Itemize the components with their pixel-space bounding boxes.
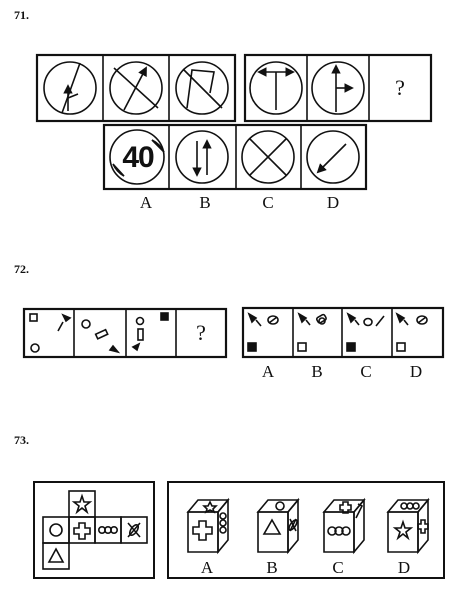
- q71-option-b-figure: [176, 131, 228, 183]
- q71-stem-figure-1: [44, 62, 96, 114]
- question-72-number: 72.: [14, 262, 29, 276]
- q71-stem-figure-3: [176, 62, 228, 114]
- q71-option-a-sign-number: 40: [122, 141, 154, 174]
- q72-option-d-figure: [397, 314, 427, 351]
- q72-stem-figure-1: [30, 314, 70, 352]
- q72-option-c-figure: [347, 314, 384, 351]
- q72-option-a-figure: [248, 314, 278, 351]
- question-71-number: 71.: [14, 8, 29, 22]
- q71-option-d-figure: [307, 131, 359, 183]
- q72-options: [243, 308, 443, 357]
- q73-option-a-cube: [188, 500, 228, 552]
- q73-option-c-cube: [324, 500, 364, 552]
- question-73-number: 73.: [14, 433, 29, 447]
- q71-stem-figure-5: [312, 62, 364, 114]
- q71-option-a-label: A: [139, 193, 153, 212]
- q73-unfolded-net: [34, 482, 154, 578]
- q73-option-a-label: A: [200, 558, 214, 577]
- q72-option-b-label: B: [311, 362, 323, 381]
- q73-option-b-label: B: [266, 558, 278, 577]
- q73-option-c-label: C: [332, 558, 344, 577]
- q72-stem-figure-3: [133, 313, 168, 350]
- q71-stem-figure-2: [110, 62, 162, 114]
- q71-question-mark: ?: [395, 75, 405, 100]
- q72-stem-figure-2: [82, 320, 118, 352]
- q72-question-mark: ?: [196, 320, 206, 345]
- q73-option-d-label: D: [397, 558, 411, 577]
- q71-option-d-label: D: [326, 193, 340, 212]
- q72-option-d-label: D: [409, 362, 423, 381]
- q72-option-c-label: C: [360, 362, 372, 381]
- q71-stem-left-sequence: [37, 55, 235, 121]
- q71-option-b-label: B: [199, 193, 211, 212]
- q71-option-c-figure: [242, 131, 294, 183]
- q73-option-b-cube: [258, 500, 298, 552]
- q73-option-d-cube: [388, 500, 428, 552]
- q72-option-a-label: A: [261, 362, 275, 381]
- q72-option-b-figure: [298, 314, 327, 351]
- q71-option-c-label: C: [262, 193, 274, 212]
- q71-stem-figure-4: [250, 62, 302, 114]
